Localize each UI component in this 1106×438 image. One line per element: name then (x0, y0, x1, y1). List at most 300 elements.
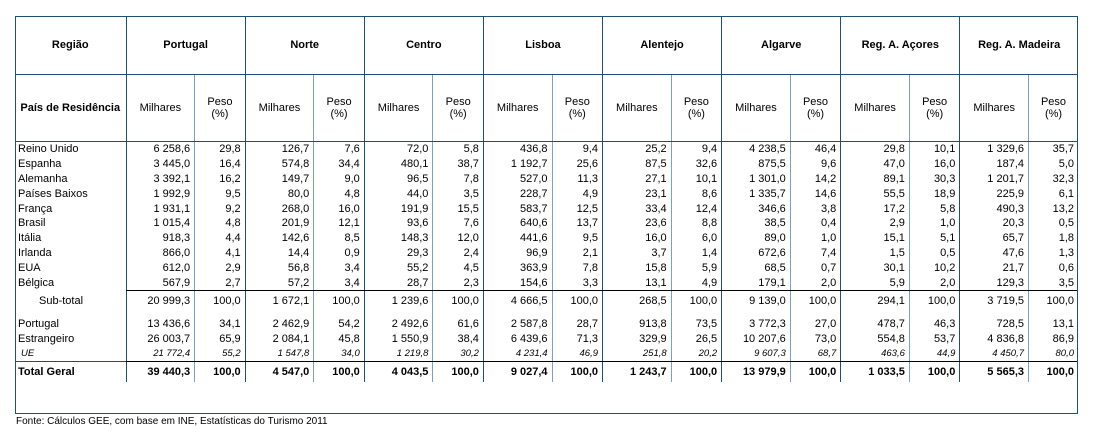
value-milhares: 13,1 (603, 275, 672, 290)
value-milhares: 268,0 (245, 201, 314, 216)
table-row (15, 186, 1078, 201)
value-milhares: 96,5 (364, 172, 433, 187)
value-peso: 8,6 (671, 186, 721, 201)
value-milhares: 251,8 (603, 347, 672, 362)
value-peso: 9,4 (671, 142, 721, 157)
value-milhares: 17,2 (841, 201, 910, 216)
table-row (15, 216, 1078, 231)
row-label: Total Geral (15, 362, 126, 383)
value-milhares: 29,3 (364, 246, 433, 261)
value-milhares: 38,5 (722, 216, 791, 231)
value-peso: 100,0 (433, 362, 483, 383)
value-milhares: 1 201,7 (960, 172, 1029, 187)
value-peso: 100,0 (433, 290, 483, 311)
table-row (15, 157, 1078, 172)
value-peso: 5,9 (671, 260, 721, 275)
header-milhares: Milhares (126, 75, 195, 142)
value-milhares: 65,7 (960, 231, 1029, 246)
header-milhares: Milhares (483, 75, 552, 142)
row-label: Reino Unido (18, 143, 79, 156)
value-milhares: 1 239,6 (364, 290, 433, 311)
value-peso: 100,0 (314, 362, 364, 383)
value-peso: 34,0 (314, 347, 364, 362)
value-milhares: 23,1 (603, 186, 672, 201)
value-peso: 30,2 (433, 347, 483, 362)
value-milhares: 30,1 (841, 260, 910, 275)
value-milhares: 875,5 (722, 157, 791, 172)
value-milhares: 640,6 (483, 216, 552, 231)
header-peso: Peso (%) (314, 75, 364, 142)
value-milhares: 441,6 (483, 231, 552, 246)
value-milhares: 1 243,7 (603, 362, 672, 383)
value-peso: 1,3 (1029, 246, 1079, 261)
row-label: Países Baixos (18, 187, 88, 200)
value-milhares: 463,6 (841, 347, 910, 362)
value-milhares: 89,0 (722, 231, 791, 246)
value-peso: 14,6 (790, 186, 840, 201)
value-peso: 2,9 (195, 260, 245, 275)
value-peso: 13,1 (1029, 317, 1079, 332)
value-peso: 4,1 (195, 246, 245, 261)
value-peso: 16,0 (909, 157, 959, 172)
header-region: Algarve (722, 16, 841, 75)
value-milhares: 329,9 (603, 332, 672, 347)
value-milhares: 5 565,3 (960, 362, 1029, 383)
value-milhares: 6 439,6 (483, 332, 552, 347)
value-milhares: 15,8 (603, 260, 672, 275)
header-region: Portugal (126, 16, 245, 75)
value-peso: 100,0 (909, 290, 959, 311)
value-milhares: 728,5 (960, 317, 1029, 332)
value-milhares: 866,0 (126, 246, 195, 261)
value-milhares: 4 231,4 (483, 347, 552, 362)
value-milhares: 1 550,9 (364, 332, 433, 347)
value-milhares: 612,0 (126, 260, 195, 275)
value-milhares: 154,6 (483, 275, 552, 290)
value-peso: 26,5 (671, 332, 721, 347)
value-milhares: 89,1 (841, 172, 910, 187)
value-milhares: 126,7 (245, 142, 314, 157)
value-peso: 27,0 (790, 317, 840, 332)
value-peso: 12,4 (671, 201, 721, 216)
value-peso: 0,9 (314, 246, 364, 261)
value-milhares: 26 003,7 (126, 332, 195, 347)
value-milhares: 4 450,7 (960, 347, 1029, 362)
value-peso: 8,5 (314, 231, 364, 246)
table-row (15, 317, 1078, 332)
value-peso: 3,5 (433, 186, 483, 201)
header-peso: Peso (%) (552, 75, 602, 142)
row-label: EUA (18, 261, 41, 274)
value-milhares: 13 436,6 (126, 317, 195, 332)
value-peso: 8,8 (671, 216, 721, 231)
value-peso: 12,5 (552, 201, 602, 216)
header-row-units (15, 75, 1078, 142)
value-peso: 73,0 (790, 332, 840, 347)
value-peso: 16,4 (195, 157, 245, 172)
value-milhares: 4 836,8 (960, 332, 1029, 347)
value-peso: 7,6 (314, 142, 364, 157)
value-milhares: 2 084,1 (245, 332, 314, 347)
value-milhares: 2 492,6 (364, 317, 433, 332)
value-peso: 68,7 (790, 347, 840, 362)
value-peso: 4,4 (195, 231, 245, 246)
value-peso: 34,1 (195, 317, 245, 332)
value-peso: 2,7 (195, 275, 245, 290)
value-milhares: 33,4 (603, 201, 672, 216)
value-peso: 16,0 (314, 201, 364, 216)
header-milhares: Milhares (722, 75, 791, 142)
table-row (15, 201, 1078, 216)
value-peso: 100,0 (195, 290, 245, 311)
value-milhares: 1 301,0 (722, 172, 791, 187)
value-peso: 9,6 (790, 157, 840, 172)
row-label: Brasil (18, 217, 46, 230)
header-region: Reg. A. Açores (841, 16, 960, 75)
value-peso: 2,3 (433, 275, 483, 290)
value-milhares: 225,9 (960, 186, 1029, 201)
value-milhares: 55,2 (364, 260, 433, 275)
value-peso: 11,3 (552, 172, 602, 187)
value-peso: 3,3 (552, 275, 602, 290)
value-milhares: 179,1 (722, 275, 791, 290)
value-milhares: 129,3 (960, 275, 1029, 290)
value-milhares: 142,6 (245, 231, 314, 246)
value-milhares: 478,7 (841, 317, 910, 332)
value-milhares: 480,1 (364, 157, 433, 172)
value-milhares: 294,1 (841, 290, 910, 311)
value-milhares: 96,9 (483, 246, 552, 261)
value-milhares: 57,2 (245, 275, 314, 290)
value-peso: 3,4 (314, 260, 364, 275)
header-peso: Peso (%) (671, 75, 721, 142)
value-milhares: 39 440,3 (126, 362, 195, 383)
value-peso: 2,4 (433, 246, 483, 261)
row-label: Portugal (18, 318, 59, 331)
value-milhares: 13 979,9 (722, 362, 791, 383)
value-peso: 44,9 (909, 347, 959, 362)
value-milhares: 346,6 (722, 201, 791, 216)
value-milhares: 3 772,3 (722, 317, 791, 332)
value-milhares: 191,9 (364, 201, 433, 216)
header-peso: Peso (%) (790, 75, 840, 142)
value-milhares: 583,7 (483, 201, 552, 216)
value-peso: 7,8 (552, 260, 602, 275)
value-peso: 1,0 (909, 216, 959, 231)
total-row (15, 362, 1078, 383)
table-row (15, 260, 1078, 275)
value-peso: 0,7 (790, 260, 840, 275)
value-peso: 9,4 (552, 142, 602, 157)
header-milhares: Milhares (245, 75, 314, 142)
value-milhares: 149,7 (245, 172, 314, 187)
header-peso: Peso (%) (1029, 75, 1079, 142)
value-milhares: 1 672,1 (245, 290, 314, 311)
value-milhares: 3 719,5 (960, 290, 1029, 311)
value-peso: 4,5 (433, 260, 483, 275)
value-peso: 1,0 (790, 231, 840, 246)
value-milhares: 10 207,6 (722, 332, 791, 347)
value-peso: 4,8 (195, 216, 245, 231)
value-peso: 61,6 (433, 317, 483, 332)
value-milhares: 21 772,4 (126, 347, 195, 362)
value-peso: 7,4 (790, 246, 840, 261)
value-peso: 9,0 (314, 172, 364, 187)
value-milhares: 3,7 (603, 246, 672, 261)
value-peso: 1,8 (1029, 231, 1079, 246)
table-row (15, 332, 1078, 347)
value-peso: 5,0 (1029, 157, 1079, 172)
value-milhares: 47,0 (841, 157, 910, 172)
value-peso: 46,4 (790, 142, 840, 157)
header-regiao: Região (15, 16, 126, 75)
value-milhares: 9 027,4 (483, 362, 552, 383)
value-milhares: 574,8 (245, 157, 314, 172)
value-peso: 28,7 (552, 317, 602, 332)
value-peso: 35,7 (1029, 142, 1079, 157)
value-peso: 18,9 (909, 186, 959, 201)
row-label: Irlanda (18, 246, 52, 259)
value-milhares: 5,9 (841, 275, 910, 290)
value-peso: 100,0 (1029, 362, 1079, 383)
value-peso: 86,9 (1029, 332, 1079, 347)
header-region: Reg. A. Madeira (960, 16, 1078, 75)
value-milhares: 4 547,0 (245, 362, 314, 383)
value-milhares: 913,8 (603, 317, 672, 332)
value-peso: 2,0 (790, 275, 840, 290)
header-peso: Peso (%) (195, 75, 245, 142)
value-peso: 100,0 (1029, 290, 1079, 311)
value-peso: 1,4 (671, 246, 721, 261)
value-milhares: 9 139,0 (722, 290, 791, 311)
value-peso: 54,2 (314, 317, 364, 332)
value-milhares: 148,3 (364, 231, 433, 246)
value-milhares: 1 329,6 (960, 142, 1029, 157)
value-peso: 34,4 (314, 157, 364, 172)
value-milhares: 2 587,8 (483, 317, 552, 332)
value-milhares: 567,9 (126, 275, 195, 290)
value-milhares: 44,0 (364, 186, 433, 201)
row-label: Alemanha (18, 172, 68, 185)
header-milhares: Milhares (960, 75, 1029, 142)
value-milhares: 1 219,8 (364, 347, 433, 362)
value-milhares: 20,3 (960, 216, 1029, 231)
value-milhares: 187,4 (960, 157, 1029, 172)
value-peso: 9,2 (195, 201, 245, 216)
row-label: Itália (18, 232, 42, 245)
value-peso: 53,7 (909, 332, 959, 347)
header-region: Norte (245, 16, 364, 75)
tourism-table (15, 16, 1078, 382)
value-milhares: 27,1 (603, 172, 672, 187)
value-milhares: 554,8 (841, 332, 910, 347)
value-peso: 2,0 (909, 275, 959, 290)
value-peso: 6,1 (1029, 186, 1079, 201)
value-milhares: 4 666,5 (483, 290, 552, 311)
value-milhares: 93,6 (364, 216, 433, 231)
value-milhares: 2 462,9 (245, 317, 314, 332)
value-milhares: 25,2 (603, 142, 672, 157)
value-peso: 32,6 (671, 157, 721, 172)
value-peso: 12,1 (314, 216, 364, 231)
table-row (15, 275, 1078, 290)
value-peso: 2,1 (552, 246, 602, 261)
value-peso: 45,8 (314, 332, 364, 347)
row-label: Sub-total (39, 294, 84, 307)
value-peso: 4,9 (671, 275, 721, 290)
value-milhares: 55,5 (841, 186, 910, 201)
value-milhares: 4 043,5 (364, 362, 433, 383)
value-peso: 55,2 (195, 347, 245, 362)
value-milhares: 228,7 (483, 186, 552, 201)
table-row (15, 231, 1078, 246)
value-peso: 0,5 (1029, 216, 1079, 231)
ue-row (15, 347, 1078, 362)
value-peso: 100,0 (671, 362, 721, 383)
value-peso: 5,1 (909, 231, 959, 246)
value-peso: 10,1 (909, 142, 959, 157)
header-peso: Peso (%) (909, 75, 959, 142)
value-peso: 9,5 (552, 231, 602, 246)
value-peso: 10,1 (671, 172, 721, 187)
value-peso: 7,6 (433, 216, 483, 231)
value-peso: 38,4 (433, 332, 483, 347)
value-milhares: 15,1 (841, 231, 910, 246)
value-peso: 4,8 (314, 186, 364, 201)
value-milhares: 918,3 (126, 231, 195, 246)
value-peso: 5,8 (433, 142, 483, 157)
value-peso: 9,5 (195, 186, 245, 201)
value-milhares: 6 258,6 (126, 142, 195, 157)
value-milhares: 14,4 (245, 246, 314, 261)
value-peso: 13,7 (552, 216, 602, 231)
value-milhares: 3 445,0 (126, 157, 195, 172)
value-peso: 73,5 (671, 317, 721, 332)
row-label: Bélgica (18, 276, 55, 289)
value-peso: 100,0 (790, 362, 840, 383)
value-milhares: 21,7 (960, 260, 1029, 275)
header-region: Centro (364, 16, 483, 75)
value-peso: 32,3 (1029, 172, 1079, 187)
header-region: Alentejo (603, 16, 722, 75)
value-milhares: 1 015,4 (126, 216, 195, 231)
value-milhares: 1,5 (841, 246, 910, 261)
value-peso: 100,0 (195, 362, 245, 383)
value-peso: 3,8 (790, 201, 840, 216)
value-milhares: 363,9 (483, 260, 552, 275)
value-peso: 16,2 (195, 172, 245, 187)
subtotal-row (15, 290, 1078, 311)
footnote: Fonte: Cálculos GEE, com base em INE, Estatísticas do Turismo 2011 (16, 416, 328, 427)
value-peso: 4,9 (552, 186, 602, 201)
value-peso: 29,8 (195, 142, 245, 157)
value-milhares: 490,3 (960, 201, 1029, 216)
value-milhares: 268,5 (603, 290, 672, 311)
row-label: Estrangeiro (18, 333, 75, 346)
value-milhares: 68,5 (722, 260, 791, 275)
value-peso: 0,6 (1029, 260, 1079, 275)
value-peso: 25,6 (552, 157, 602, 172)
value-peso: 10,2 (909, 260, 959, 275)
value-milhares: 527,0 (483, 172, 552, 187)
value-milhares: 28,7 (364, 275, 433, 290)
value-peso: 71,3 (552, 332, 602, 347)
table-row (15, 172, 1078, 187)
header-peso: Peso (%) (433, 75, 483, 142)
table-row (15, 246, 1078, 261)
header-milhares: Milhares (603, 75, 672, 142)
value-peso: 0,4 (790, 216, 840, 231)
value-peso: 100,0 (314, 290, 364, 311)
value-milhares: 47,6 (960, 246, 1029, 261)
value-peso: 46,9 (552, 347, 602, 362)
value-milhares: 1 992,9 (126, 186, 195, 201)
header-milhares: Milhares (841, 75, 910, 142)
value-milhares: 1 192,7 (483, 157, 552, 172)
value-peso: 100,0 (909, 362, 959, 383)
value-milhares: 3 392,1 (126, 172, 195, 187)
value-peso: 100,0 (552, 290, 602, 311)
value-peso: 80,0 (1029, 347, 1079, 362)
value-peso: 46,3 (909, 317, 959, 332)
value-peso: 0,5 (909, 246, 959, 261)
value-milhares: 1 033,5 (841, 362, 910, 383)
value-peso: 100,0 (552, 362, 602, 383)
value-peso: 20,2 (671, 347, 721, 362)
header-region: Lisboa (483, 16, 602, 75)
value-milhares: 1 931,1 (126, 201, 195, 216)
value-peso: 65,9 (195, 332, 245, 347)
value-peso: 30,3 (909, 172, 959, 187)
value-peso: 6,0 (671, 231, 721, 246)
header-pais-residencia: País de Residência (15, 75, 126, 142)
value-milhares: 201,9 (245, 216, 314, 231)
value-milhares: 20 999,3 (126, 290, 195, 311)
value-milhares: 1 547,8 (245, 347, 314, 362)
value-milhares: 436,8 (483, 142, 552, 157)
value-peso: 12,0 (433, 231, 483, 246)
value-milhares: 9 607,3 (722, 347, 791, 362)
value-peso: 100,0 (671, 290, 721, 311)
value-milhares: 16,0 (603, 231, 672, 246)
value-milhares: 4 238,5 (722, 142, 791, 157)
value-milhares: 87,5 (603, 157, 672, 172)
row-label: França (18, 202, 53, 215)
row-label: Espanha (18, 158, 62, 171)
value-milhares: 72,0 (364, 142, 433, 157)
value-peso: 3,4 (314, 275, 364, 290)
header-row-regions (15, 16, 1078, 75)
value-peso: 14,2 (790, 172, 840, 187)
value-peso: 5,8 (909, 201, 959, 216)
value-peso: 13,2 (1029, 201, 1079, 216)
value-milhares: 2,9 (841, 216, 910, 231)
tourism-table-container (15, 16, 1078, 382)
value-milhares: 672,6 (722, 246, 791, 261)
value-peso: 38,7 (433, 157, 483, 172)
table-row (15, 142, 1078, 157)
value-milhares: 23,6 (603, 216, 672, 231)
row-label: UE (21, 347, 35, 359)
value-milhares: 29,8 (841, 142, 910, 157)
value-milhares: 80,0 (245, 186, 314, 201)
value-milhares: 56,8 (245, 260, 314, 275)
value-peso: 3,5 (1029, 275, 1079, 290)
header-milhares: Milhares (364, 75, 433, 142)
value-peso: 7,8 (433, 172, 483, 187)
value-peso: 15,5 (433, 201, 483, 216)
value-milhares: 1 335,7 (722, 186, 791, 201)
